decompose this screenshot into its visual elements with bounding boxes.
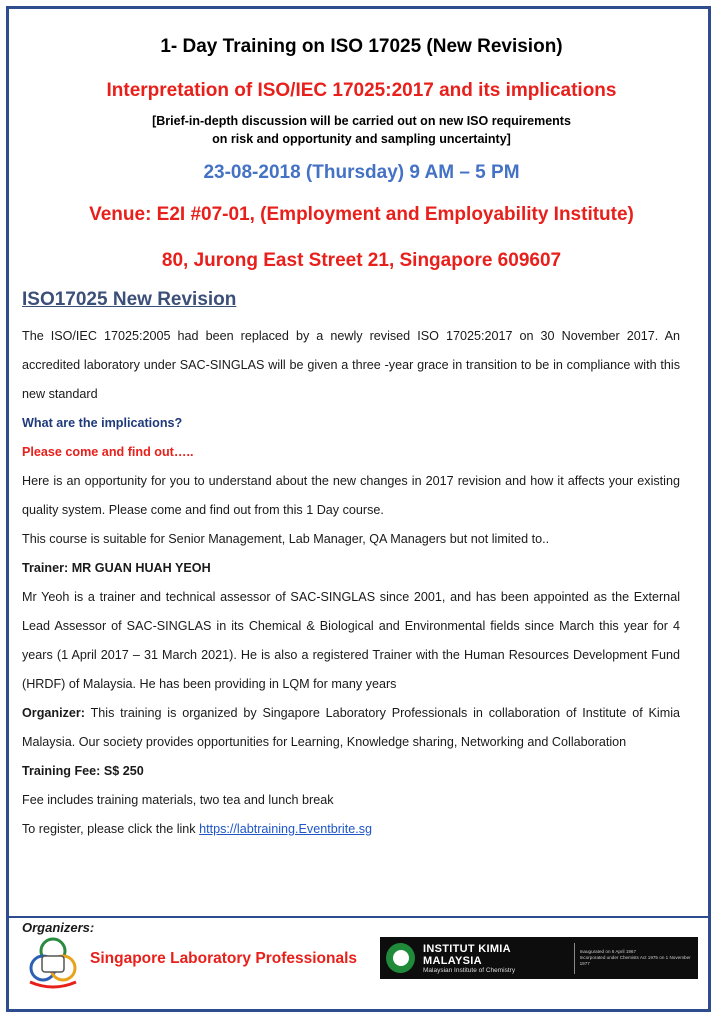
section-body xyxy=(22,322,680,844)
ikm-text-block xyxy=(423,943,575,974)
event-venue: Venue: E2I #07-01, (Employment and Employability Institute) xyxy=(89,204,634,225)
slp-name: Singapore Laboratory Professionals xyxy=(90,950,358,967)
page-title: 1- Day Training on ISO 17025 (New Revision) xyxy=(160,36,563,57)
implications-question: What are the implications? xyxy=(22,416,183,430)
ikm-subtitle: Malaysian Institute of Chemistry xyxy=(422,966,516,974)
slp-logo xyxy=(24,936,82,994)
ikm-seal-icon xyxy=(386,943,415,973)
organizer-text: This training is organized by Singapore Laboratory Professionals in collaboration of Institute of Kimia Malaysia. Our society provides opportunities for Learning, Knowledge sharing, Networking and Collaboration xyxy=(22,706,680,749)
ikm-notes xyxy=(580,949,698,967)
organizer-label: Organizer: xyxy=(22,706,85,720)
brief-line-1: [Brief-in-depth discussion will be carried out on new ISO requirements xyxy=(152,114,571,128)
ikm-note-1: Inaugurated on 6 April 1967 xyxy=(579,949,637,954)
footer-divider xyxy=(9,916,708,918)
ikm-note-2: Incorporated under Chemists Act 1975 on 1 November 1977 xyxy=(579,955,691,966)
register-line xyxy=(22,815,680,844)
event-address: 80, Jurong East Street 21, Singapore 609607 xyxy=(161,250,562,271)
intro-paragraph: The ISO/IEC 17025:2005 had been replaced by a newly revised ISO 17025:2017 on 30 November 2017. An accredited laboratory under SAC-SINGLAS will be given a three -year grace in transition to be in compliance with this new standard xyxy=(22,329,680,401)
trainer-bio: Mr Yeoh is a trainer and technical assessor of SAC-SINGLAS since 2001, and has been appointed as the External Lead Assessor of SAC-SINGLAS in its Chemical & Biological and Environmental fields since March this year for 4 years (1 April 2017 – 31 March 2021). He is also a registered Trainer with the Human Resources Development Fund (HRDF) of Malaysia. He has been providing in LQM for many years xyxy=(22,590,680,691)
organizer-paragraph xyxy=(22,699,680,757)
event-date: 23-08-2018 (Thursday) 9 AM – 5 PM xyxy=(203,162,520,183)
trainer-label: Trainer: MR GUAN HUAH YEOH xyxy=(22,561,211,575)
opportunity-paragraph: Here is an opportunity for you to understand about the new changes in 2017 revision and how it affects your existing quality system. Please come and find out from this 1 Day course. xyxy=(22,474,680,517)
find-out-invite: Please come and find out….. xyxy=(22,445,194,459)
page-subtitle: Interpretation of ISO/IEC 17025:2017 and its implications xyxy=(106,80,617,101)
brief-line-2: on risk and opportunity and sampling uncertainty] xyxy=(212,132,511,146)
organizers-label: Organizers: xyxy=(22,920,95,935)
suitability-text: This course is suitable for Senior Management, Lab Manager, QA Managers but not limited to.. xyxy=(22,532,550,546)
register-link[interactable]: https://labtraining.Eventbrite.sg xyxy=(199,822,373,836)
fee-label: Training Fee: S$ 250 xyxy=(22,764,144,778)
register-prefix: To register, please click the link xyxy=(22,822,200,836)
brief-note xyxy=(0,112,723,148)
fee-note: Fee includes training materials, two tea and lunch break xyxy=(22,793,334,807)
ikm-title: INSTITUT KIMIA MALAYSIA xyxy=(422,942,511,967)
section-heading: ISO17025 New Revision xyxy=(22,289,237,310)
ikm-banner xyxy=(380,937,698,979)
